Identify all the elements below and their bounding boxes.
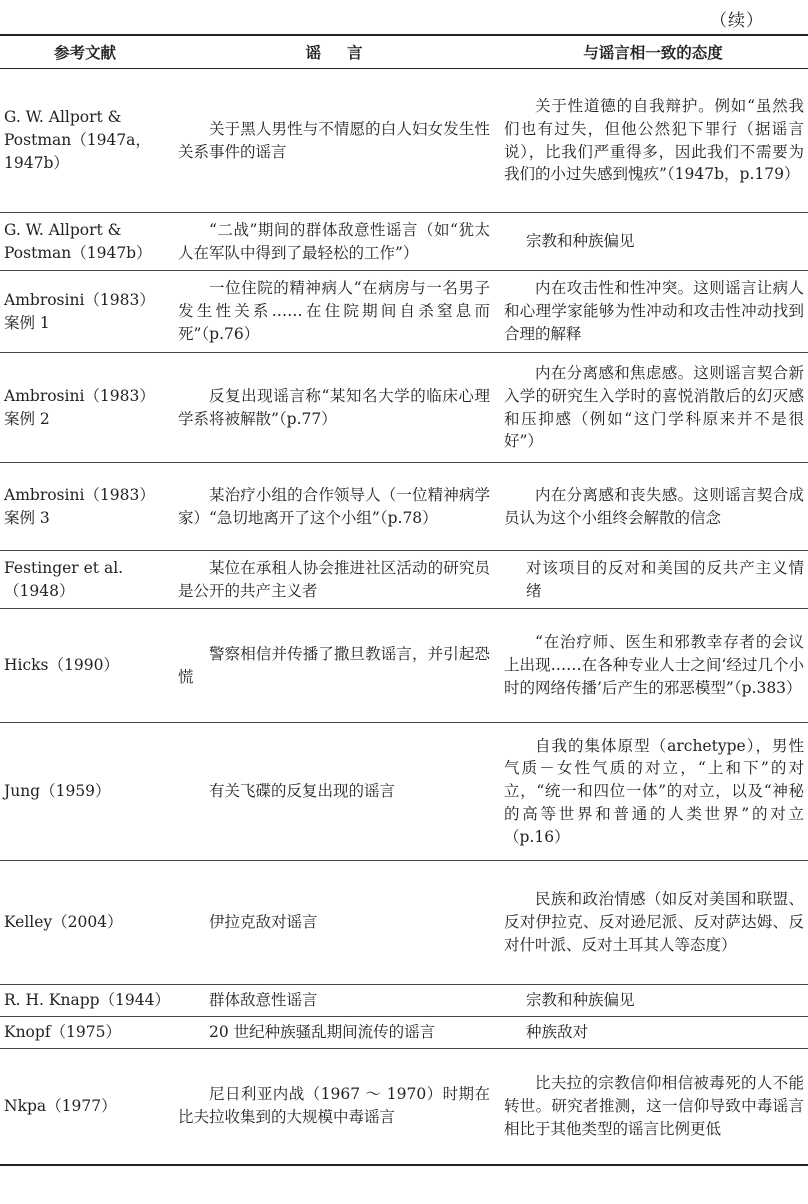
table-row	[0, 213, 808, 271]
table-row	[0, 463, 808, 551]
reference-cell: G. W. Allport & Postman（1947b）	[0, 213, 170, 271]
reference-cell: R. H. Knapp（1944）	[0, 985, 170, 1017]
rumor-cell: 反复出现谣言称“某知名大学的临床心理学系将被解散”（p.77）	[170, 353, 498, 463]
rumor-cell: 20 世纪种族骚乱期间流传的谣言	[170, 1017, 498, 1049]
attitude-cell: “在治疗师、医生和邪教幸存者的会议上出现……在各种专业人士之间‘经过几个小时的网络传播’后产生的邪恶模型”（p.383）	[498, 609, 808, 723]
reference-cell: Festinger et al.（1948）	[0, 551, 170, 609]
attitude-cell: 自我的集体原型（archetype），男性气质－女性气质的对立，“上和下”的对立，“统一和四位一体”的对立，以及“神秘的高等世界和普通的人类世界”的对立（p.16）	[498, 723, 808, 861]
reference-cell: Ambrosini（1983）案例 3	[0, 463, 170, 551]
attitude-cell: 宗教和种族偏见	[498, 213, 808, 271]
reference-cell: Hicks（1990）	[0, 609, 170, 723]
rumor-cell: 某治疗小组的合作领导人（一位精神病学家）“急切地离开了这个小组”（p.78）	[170, 463, 498, 551]
rumor-cell: 群体敌意性谣言	[170, 985, 498, 1017]
rumor-cell: 尼日利亚内战（1967 ～ 1970）时期在比夫拉收集到的大规模中毒谣言	[170, 1049, 498, 1165]
header-rumor: 谣言	[170, 35, 498, 69]
rumor-cell: 警察相信并传播了撒旦教谣言，并引起恐慌	[170, 609, 498, 723]
attitude-cell: 种族敌对	[498, 1017, 808, 1049]
attitude-cell: 民族和政治情感（如反对美国和联盟、反对伊拉克、反对逊尼派、反对萨达姆、反对什叶派、反对土耳其人等态度）	[498, 861, 808, 985]
reference-cell: Jung（1959）	[0, 723, 170, 861]
reference-cell: Knopf（1975）	[0, 1017, 170, 1049]
table-row	[0, 271, 808, 353]
table-row	[0, 609, 808, 723]
reference-cell: Nkpa（1977）	[0, 1049, 170, 1165]
attitude-cell: 对该项目的反对和美国的反共产主义情绪	[498, 551, 808, 609]
attitude-cell: 比夫拉的宗教信仰相信被毒死的人不能转世。研究者推测，这一信仰导致中毒谣言相比于其他类型的谣言比例更低	[498, 1049, 808, 1165]
table-row	[0, 723, 808, 861]
continued-label: （续）	[710, 11, 764, 31]
rumor-cell: “二战”期间的群体敌意性谣言（如“犹太人在军队中得到了最轻松的工作”）	[170, 213, 498, 271]
rumor-cell: 一位住院的精神病人“在病房与一名男子发生性关系……在住院期间自杀窒息而死”（p.76）	[170, 271, 498, 353]
table-row	[0, 551, 808, 609]
table-row	[0, 1017, 808, 1049]
rumor-cell: 有关飞碟的反复出现的谣言	[170, 723, 498, 861]
table-header-row	[0, 35, 808, 69]
table-row	[0, 69, 808, 213]
attitude-cell: 宗教和种族偏见	[498, 985, 808, 1017]
reference-cell: Ambrosini（1983）案例 1	[0, 271, 170, 353]
header-attitude: 与谣言相一致的态度	[498, 35, 808, 69]
reference-cell: Kelley（2004）	[0, 861, 170, 985]
attitude-cell: 内在攻击性和性冲突。这则谣言让病人和心理学家能够为性冲动和攻击性冲动找到合理的解释	[498, 271, 808, 353]
rumor-cell: 某位在承租人协会推进社区活动的研究员是公开的共产主义者	[170, 551, 498, 609]
reference-cell: G. W. Allport & Postman（1947a，1947b）	[0, 69, 170, 213]
table-row	[0, 353, 808, 463]
rumor-cell: 伊拉克敌对谣言	[170, 861, 498, 985]
reference-cell: Ambrosini（1983）案例 2	[0, 353, 170, 463]
rumor-cell: 关于黑人男性与不情愿的白人妇女发生性关系事件的谣言	[170, 69, 498, 213]
attitude-cell: 内在分离感和丧失感。这则谣言契合成员认为这个小组终会解散的信念	[498, 463, 808, 551]
table-row	[0, 861, 808, 985]
attitude-cell: 关于性道德的自我辩护。例如“虽然我们也有过失，但他公然犯下罪行（据谣言说），比我们严重得多，因此我们不需要为我们的小过失感到愧疚”（1947b，p.179）	[498, 69, 808, 213]
attitude-cell: 内在分离感和焦虑感。这则谣言契合新入学的研究生入学时的喜悦消散后的幻灭感和压抑感（例如“这门学科原来并不是很好”）	[498, 353, 808, 463]
rumor-attitude-table	[0, 34, 808, 1166]
header-reference: 参考文献	[0, 35, 170, 69]
table-row	[0, 1049, 808, 1165]
table-row	[0, 985, 808, 1017]
